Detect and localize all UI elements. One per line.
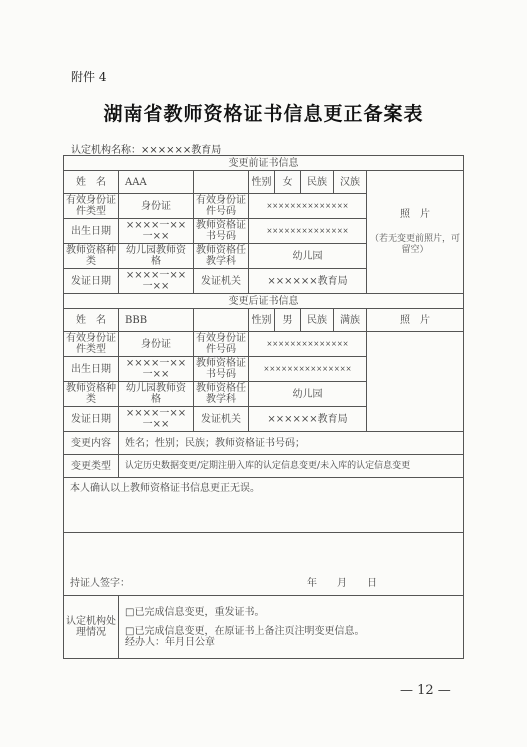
before-issue-date-value: ××××一××一×× [119,269,194,294]
org-value: ××××××教育局 [141,145,222,156]
before-photo-box [367,171,464,294]
after-cert-number-label: 教师资格证书号码 [194,357,249,382]
before-id-number-label: 有效身份证件号码 [194,194,249,219]
before-subject-label: 教师资格任教学科 [194,244,249,269]
change-content-row [64,432,464,455]
after-gender-value: 男 [275,309,301,332]
before-id-number-value: ×××××××××××××× [249,194,367,219]
processing-option-annotate: □已完成信息变更，在原证书上备注页注明变更信息。 [125,625,365,637]
record-table [63,155,464,659]
after-birth-value: ××××一××一×× [119,357,194,382]
after-id-number-value: ×××××××××××××× [249,332,367,357]
after-issuer-label: 发证机关 [194,407,249,432]
before-name-row [64,171,464,194]
before-cert-number-label: 教师资格证书号码 [194,219,249,244]
after-issue-date-label: 发证日期 [64,407,119,432]
confirm-row [64,478,464,533]
after-issuer-value: ××××××教育局 [249,407,367,432]
after-ethnicity-value: 满族 [334,309,367,332]
processing-handler: 经办人：年月日公章 [125,636,215,648]
before-gender-label: 性别 [249,171,275,194]
change-type-row [64,455,464,478]
signature-date: 年 月 日 [307,578,377,589]
before-cert-type-value: 幼儿园教师资 格 [119,244,194,269]
before-gender-value: 女 [275,171,301,194]
after-cert-type-label: 教师资格种 类 [64,382,119,407]
before-id-type-value: 身份证 [119,194,194,219]
after-name-label: 姓 名 [64,309,119,332]
section-before-title: 变更前证书信息 [64,156,464,171]
after-id-row [64,332,464,357]
before-photo-note: （若无变更前照片，可留空） [369,233,460,255]
form-title: 湖南省教师资格证书信息更正备案表 [103,103,424,125]
before-name-value: AAA [119,171,194,194]
after-issue-date-value: ××××一××一×× [119,407,194,432]
after-name-row [64,309,464,332]
signature-cell [64,533,464,596]
after-cert-type-value: 幼儿园教师资 格 [119,382,194,407]
organization-line [71,141,221,156]
before-cert-type-label: 教师资格种 类 [64,244,119,269]
before-name-label: 姓 名 [64,171,119,194]
confirm-text: 本人确认以上教师资格证书信息更正无误。 [64,478,464,533]
change-type-value: 认定历史数据变更/定期注册入库的认定信息变更/未入库的认定信息变更 [119,455,464,478]
signature-row [64,533,464,596]
org-label: 认定机构名称： [71,145,141,156]
before-photo-label: 照 片 [400,208,430,220]
before-ethnicity-label: 民族 [301,171,334,194]
after-subject-value: 幼儿园 [249,382,367,407]
section-after-row [64,294,464,309]
after-subject-label: 教师资格任教学科 [194,382,249,407]
after-birth-label: 出生日期 [64,357,119,382]
processing-row [64,596,464,659]
after-photo-box [367,332,464,432]
after-photo-label: 照 片 [367,309,464,332]
after-gender-label: 性别 [249,309,275,332]
after-name-value: BBB [119,309,194,332]
before-subject-value: 幼儿园 [249,244,367,269]
section-after-title: 变更后证书信息 [64,294,464,309]
after-ethnicity-label: 民族 [301,309,334,332]
before-ethnicity-value: 汉族 [334,171,367,194]
after-cert-number-value: ××××××××××××××× [249,357,367,382]
processing-label: 认定机构处理情况 [64,596,119,659]
before-issuer-label: 发证机关 [194,269,249,294]
before-birth-label: 出生日期 [64,219,119,244]
after-id-type-label: 有效身份证件类型 [64,332,119,357]
change-content-value: 姓名；性别；民族；教师资格证书号码； [119,432,464,455]
attachment-label: 附件 4 [71,70,107,84]
processing-option-reissue: □已完成信息变更，重发证书。 [125,606,265,618]
holder-signature-label: 持证人签字： [70,578,130,589]
before-issuer-value: ××××××教育局 [249,269,367,294]
after-id-type-value: 身份证 [119,332,194,357]
before-issue-date-label: 发证日期 [64,269,119,294]
change-type-label: 变更类型 [64,455,119,478]
section-before-row [64,156,464,171]
processing-cell [119,596,464,659]
after-id-number-label: 有效身份证件号码 [194,332,249,357]
change-content-label: 变更内容 [64,432,119,455]
before-cert-number-value: ×××××××××××××× [249,219,367,244]
before-id-type-label: 有效身份证件类型 [64,194,119,219]
before-birth-value: ××××一××一×× [119,219,194,244]
page-number: — 12 — [400,683,451,698]
